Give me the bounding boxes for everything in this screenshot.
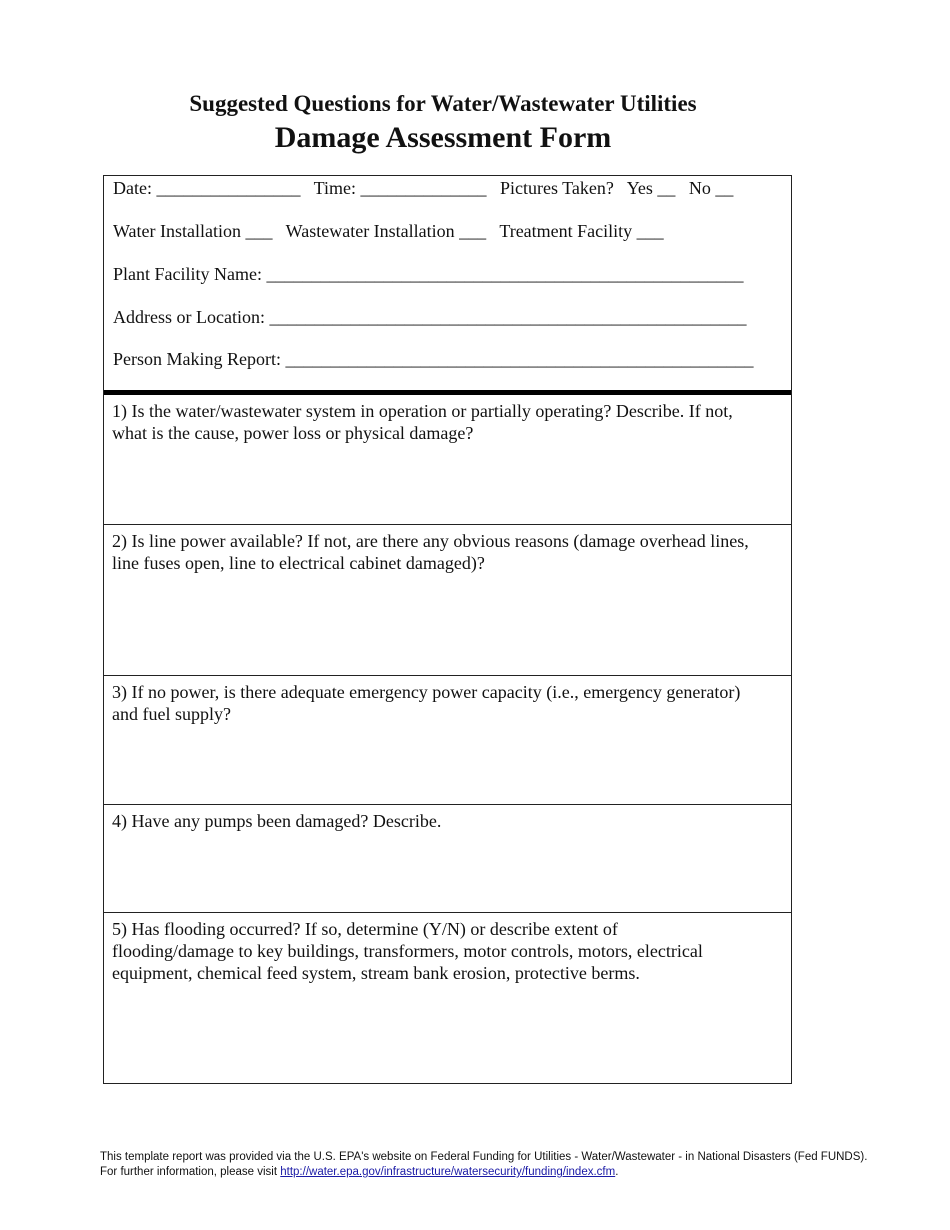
form-title: Damage Assessment Form [274,121,612,154]
assessment-form [103,175,792,1084]
epa-funding-link[interactable]: http://water.epa.gov/infrastructure/watersecurity/funding/index.cfm [280,1166,616,1178]
question-5-text: 5) Has flooding occurred? If so, determine (Y/N) or describe extent of flooding/damage to key buildings, transformers, motor controls, motors, electrical equipment, chemical feed system, stream bank erosion, protective berms. [112,919,703,983]
question-5-box[interactable] [104,913,791,1083]
footer-line-2-suffix: . [615,1166,619,1178]
footer-line-1: This template report was provided via the U.S. EPA's website on Federal Funding for Utilities - Water/Wastewater - in National Disasters (Fed FUNDS). [100,1151,868,1163]
question-1-text: 1) Is the water/wastewater system in operation or partially operating? Describe. If not, what is the cause, power loss or physical damage? [112,401,733,443]
form-header-section [104,176,791,395]
question-4-text: 4) Have any pumps been damaged? Describe. [112,811,442,831]
footer-note [100,1150,940,1180]
question-1-box[interactable] [104,395,791,525]
date-time-pictures-row[interactable]: Date: ________________ Time: ______________ Pictures Taken? Yes __ No __ [113,178,734,198]
title-block [0,90,886,156]
question-4-box[interactable] [104,805,791,913]
question-2-box[interactable] [104,525,791,676]
question-2-text: 2) Is line power available? If not, are there any obvious reasons (damage overhead lines, line fuses open, line to electrical cabinet damaged)? [112,531,749,573]
plant-facility-name-field[interactable]: Plant Facility Name: _____________________________________________________ [113,264,744,284]
address-location-field[interactable]: Address or Location: _____________________________________________________ [113,307,747,327]
footer-line-2 [100,1165,940,1180]
question-3-text: 3) If no power, is there adequate emergency power capacity (i.e., emergency generator) and fuel supply? [112,682,741,724]
form-subtitle: Suggested Questions for Water/Wastewater Utilities [189,91,697,116]
installation-type-row[interactable]: Water Installation ___ Wastewater Installation ___ Treatment Facility ___ [113,221,664,241]
footer-line-2-prefix: For further information, please visit [100,1166,281,1178]
person-making-report-field[interactable]: Person Making Report: ____________________________________________________ [113,349,754,369]
question-3-box[interactable] [104,676,791,805]
